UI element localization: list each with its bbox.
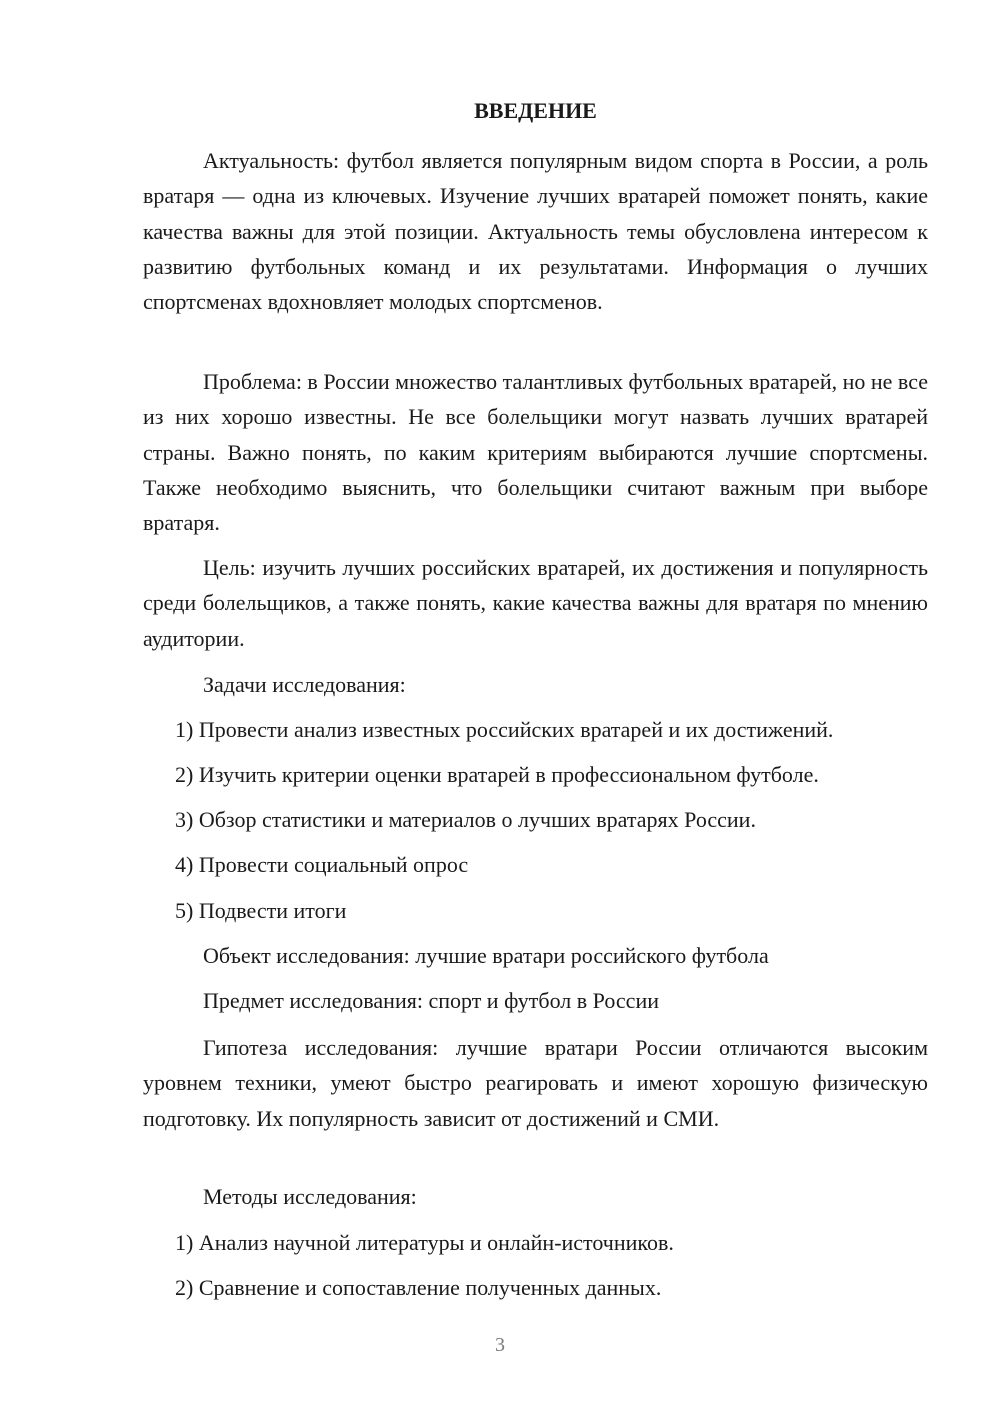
tasks-heading: Задачи исследования: — [203, 672, 406, 697]
paragraph-relevance: Актуальность: футбол является популярным видом спорта в России, а роль вратаря — одна из ключевых. Изучение лучших вратарей поможет понять, какие качества важны для этой позиции. Актуальность темы обусловлена интересом к развитию футбольных команд и их результатами. Информация о лучших спортсменах вдохновляет молодых спортсменов. — [143, 148, 928, 315]
page-number: 3 — [495, 1334, 505, 1356]
paragraph-hypothesis: Гипотеза исследования: лучшие вратари России отличаются высоким уровнем техники, умеют быстро реагировать и имеют хорошую физическую подготовку. Их популярность зависит от достижений и СМИ. — [143, 1035, 928, 1131]
paragraph-problem: Проблема: в России множество талантливых футбольных вратарей, но не все из них хорошо известны. Не все болельщики могут назвать лучших вратарей страны. Важно понять, по каким критериям выбираются лучшие спортсмены. Также необходимо выяснить, что болельщики считают важным при выборе вратаря. — [143, 369, 928, 536]
task-item: 4) Провести социальный опрос — [175, 852, 469, 877]
method-item: 1) Анализ научной литературы и онлайн-источников. — [175, 1230, 674, 1255]
page-title: ВВЕДЕНИЕ — [474, 98, 597, 123]
research-subject: Предмет исследования: спорт и футбол в России — [203, 988, 659, 1013]
task-item: 1) Провести анализ известных российских вратарей и их достижений. — [175, 717, 834, 742]
task-item: 2) Изучить критерии оценки вратарей в профессиональном футболе. — [175, 762, 819, 787]
method-item: 2) Сравнение и сопоставление полученных данных. — [175, 1275, 662, 1300]
paragraph-goal: Цель: изучить лучших российских вратарей, их достижения и популярность среди болельщиков, а также понять, какие качества важны для вратаря по мнению аудитории. — [143, 555, 928, 651]
methods-heading: Методы исследования: — [203, 1184, 417, 1209]
research-object: Объект исследования: лучшие вратари российского футбола — [203, 943, 769, 968]
task-item: 3) Обзор статистики и материалов о лучших вратарях России. — [175, 807, 756, 832]
task-item: 5) Подвести итоги — [175, 898, 347, 923]
